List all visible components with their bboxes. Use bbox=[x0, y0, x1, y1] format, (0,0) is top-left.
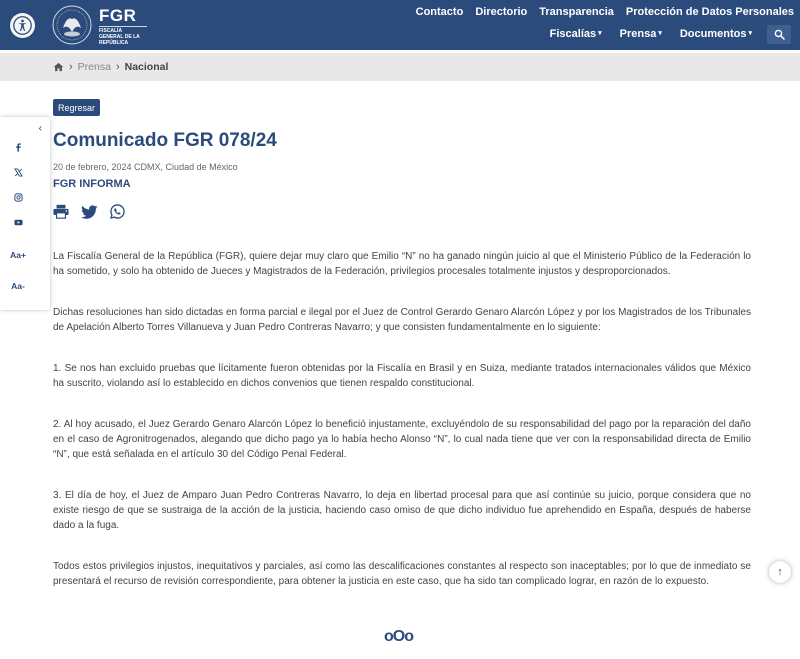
main-menu bbox=[550, 28, 752, 40]
breadcrumb-separator: › bbox=[69, 61, 73, 73]
home-icon[interactable] bbox=[53, 62, 64, 72]
search-icon bbox=[774, 29, 785, 40]
breadcrumb-separator: › bbox=[115, 61, 120, 73]
menu-documentos-label: Documentos bbox=[679, 28, 747, 40]
font-decrease-button[interactable]: Aa- bbox=[11, 281, 25, 291]
top-links bbox=[416, 6, 794, 18]
article-body bbox=[53, 249, 751, 589]
menu-prensa[interactable] bbox=[620, 28, 662, 40]
brand-subtitle: FISCALÍA GENERAL DE LA REPÚBLICA bbox=[99, 28, 140, 46]
collapse-panel-icon[interactable]: ‹ bbox=[38, 123, 42, 134]
back-button[interactable]: Regresar bbox=[53, 99, 100, 116]
brand-divider bbox=[99, 26, 147, 27]
menu-fiscalias-label: Fiscalías bbox=[549, 28, 597, 40]
caret-down-icon: ▾ bbox=[748, 30, 752, 37]
site-header bbox=[0, 0, 800, 50]
facebook-icon[interactable] bbox=[10, 143, 26, 154]
paragraph: La Fiscalía General de la República (FGR), quiere dejar muy claro que Emilio “N” no ha ganado ningún juicio al que el Ministerio Público de la Federación lo ha sometido, y solo ha obtenido de Jueces y Magistrados de la Federación, privilegios procesales totalmente injustos y desproporcionados. bbox=[53, 251, 751, 277]
caret-down-icon: ▾ bbox=[658, 30, 662, 37]
caret-down-icon: ▾ bbox=[598, 30, 602, 37]
menu-prensa-label: Prensa bbox=[619, 28, 657, 40]
article bbox=[53, 98, 751, 615]
font-increase-button[interactable]: Aa+ bbox=[10, 250, 26, 260]
paragraph: Todos estos privilegios injustos, inequitativos y parciales, así como las descalificaciones constantes al respecto son inaceptables; por lo que de inmediato se presentará el recurso de revisión correspondiente, para obtener la justicia en este caso, que ha sido tan complicado lograr, en razón de lo expuesto. bbox=[53, 561, 751, 587]
back-to-top-button[interactable] bbox=[769, 561, 791, 583]
breadcrumb-prensa[interactable]: Prensa bbox=[77, 61, 111, 73]
instagram-icon[interactable] bbox=[10, 193, 26, 204]
accessibility-icon[interactable] bbox=[10, 13, 35, 38]
breadcrumb bbox=[0, 53, 800, 81]
brand-title: FGR bbox=[99, 6, 137, 25]
paragraph: 2. Al hoy acusado, el Juez Gerardo Genaro Alarcón López lo benefició injustamente, excluyéndolo de su responsabilidad del pago por la reparación del daño en el caso de Agronitrogenados, alegando que dicho pago ya lo había hecho Alonso “N”, lo cual nada tiene que ver con la responsabilidad directa de Emilio “N”, que está señalada en el artículo 30 del Código Penal Federal. bbox=[53, 419, 751, 460]
link-proteccion-datos[interactable]: Protección de Datos Personales bbox=[625, 6, 794, 18]
menu-fiscalias[interactable] bbox=[550, 28, 602, 40]
twitter-icon[interactable] bbox=[81, 205, 98, 219]
search-button[interactable] bbox=[767, 25, 791, 44]
whatsapp-icon[interactable] bbox=[110, 204, 125, 219]
page-title: Comunicado FGR 078/24 bbox=[53, 130, 277, 151]
youtube-icon[interactable] bbox=[10, 218, 26, 229]
arrow-up-icon: ↑ bbox=[777, 566, 783, 578]
link-directorio[interactable]: Directorio bbox=[475, 6, 528, 18]
print-icon[interactable] bbox=[53, 204, 69, 219]
link-transparencia[interactable]: Transparencia bbox=[539, 6, 614, 18]
paragraph: 1. Se nos han excluido pruebas que lícitamente fueron obtenidas por la Fiscalía en Brasil y en Suiza, mediante tratados internacionales válidos que México ha suscrito, violando así lo establecido en dichos convenios que tienen respaldo constitucional. bbox=[53, 363, 751, 389]
article-date: 20 de febrero, 2024 CDMX, Ciudad de México bbox=[53, 162, 238, 172]
closing-mark: oOo bbox=[384, 628, 413, 645]
breadcrumb-nacional: Nacional bbox=[124, 61, 169, 73]
side-social-panel bbox=[0, 117, 50, 310]
link-contacto[interactable]: Contacto bbox=[415, 6, 464, 18]
article-kicker: FGR INFORMA bbox=[53, 178, 131, 190]
menu-documentos[interactable] bbox=[680, 28, 752, 40]
government-seal-logo[interactable] bbox=[49, 4, 95, 46]
paragraph: Dichas resoluciones han sido dictadas en forma parcial e ilegal por el Juez de Control Gerardo Genaro Alarcón López y por los Magistrados de los Tribunales de Apelación Alberto Torres Villanueva y Juan Pedro Contreras Navarro; y que consisten fundamentalmente en lo siguiente: bbox=[53, 307, 751, 333]
share-toolbar bbox=[53, 204, 751, 219]
x-icon[interactable] bbox=[10, 168, 26, 179]
fgr-logo[interactable] bbox=[99, 6, 147, 46]
paragraph: 3. El día de hoy, el Juez de Amparo Juan Pedro Contreras Navarro, lo deja en libertad procesal para que así continúe su juicio, porque considera que no existe riesgo de que se sustraiga de la acción de la justicia, haciendo caso omiso de que dicho individuo fue aprehendido en España, después de haberse dado a la fuga. bbox=[53, 490, 751, 531]
